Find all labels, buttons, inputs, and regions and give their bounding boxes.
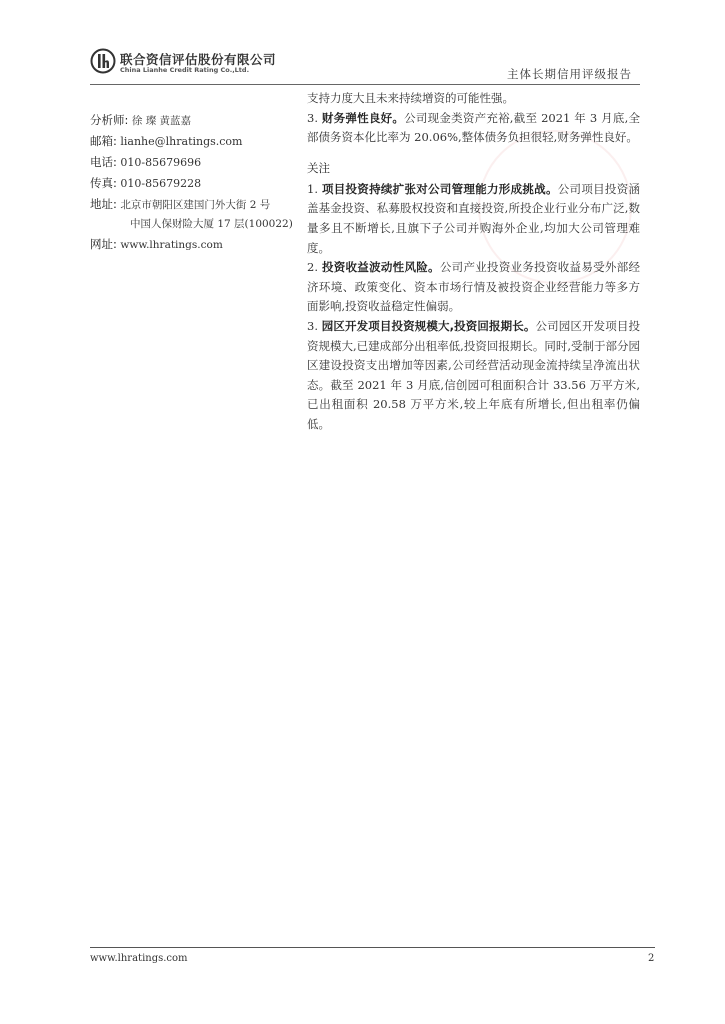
- website-label: 网址:: [90, 237, 117, 251]
- email-row: [90, 133, 243, 149]
- website-value[interactable]: www.lhratings.com: [120, 239, 223, 251]
- footer-divider: [90, 947, 655, 948]
- concern-1-body: 公司项目投资涵盖基金投资、私募股权投资和直接投资,所投企业行业分布广泛,数量多且不断增长,且旗下子公司并购海外企业,均加大公司管理难度。: [307, 181, 641, 255]
- concern-2-title: 投资收益波动性风险。: [321, 260, 440, 275]
- fax-label: 传真:: [90, 176, 117, 190]
- concern-2-prefix: 2.: [307, 260, 318, 275]
- email-value[interactable]: lianhe@lhratings.com: [120, 135, 243, 148]
- page-header: [90, 48, 640, 82]
- phone-label: 电话:: [90, 155, 117, 169]
- company-name-cn: 联合资信评估股份有限公司: [120, 52, 277, 67]
- phone-row: [90, 154, 201, 170]
- fax-value: 010-85679228: [120, 177, 202, 190]
- email-label: 邮箱:: [90, 134, 117, 148]
- address-label: 地址:: [90, 197, 117, 211]
- concern-item-2: [307, 258, 640, 317]
- page-number: 2: [648, 953, 655, 964]
- concern-3-prefix: 3.: [307, 318, 318, 333]
- concern-item-1: [307, 180, 640, 258]
- main-content: [307, 89, 640, 435]
- strength-3-body: 公司现金类资产充裕,截至 2021 年 3 月底,全部债务资本化比率为 20.06%,整体债务负担很轻,财务弹性良好。: [307, 110, 641, 145]
- concern-3-title: 园区开发项目投资规模大,投资回报期长。: [321, 318, 536, 333]
- address-line1: 北京市朝阳区建国门外大街 2 号: [120, 199, 271, 211]
- concern-2-body: 公司产业投资业务投资收益易受外部经济环境、政策变化、资本市场行情及被投资企业经营能力等多方面影响,投资收益稳定性偏弱。: [307, 260, 641, 314]
- analyst-label: 分析师:: [90, 113, 129, 127]
- strength-3-title: 财务弹性良好。: [321, 110, 405, 125]
- intro-continuation: 支持力度大且未来持续增资的可能性强。: [307, 91, 514, 105]
- footer-website[interactable]: www.lhratings.com: [90, 953, 188, 964]
- analyst-row: [90, 112, 191, 128]
- concern-1-title: 项目投资持续扩张对公司管理能力形成挑战。: [321, 181, 558, 196]
- fax-row: [90, 175, 201, 191]
- concerns-heading: 关注: [307, 160, 330, 175]
- company-logo-icon: [90, 48, 116, 74]
- phone-value: 010-85679696: [120, 156, 202, 169]
- strength-item-3: [307, 109, 640, 148]
- report-type-title: 主体长期信用评级报告: [507, 67, 632, 81]
- address-line2: 中国人保财险大厦 17 层(100022): [130, 218, 293, 230]
- concern-1-prefix: 1.: [307, 181, 318, 196]
- concern-3-body: 公司园区开发项目投资规模大,已建成部分出租率低,投资回报期长。同时,受制于部分园区建设投资支出增加等因素,公司经营活动现金流持续呈净流出状态。截至 2021 年 3 月底,信创园可租面积合计 33.56 万平方米,已出租面积 20.58 万平方米,较上年底有所增长,但出租率仍偏低。: [307, 318, 640, 431]
- header-divider: [90, 84, 640, 85]
- strength-3-prefix: 3.: [307, 110, 318, 125]
- company-name-en: China Lianhe Credit Rating Co.,Ltd.: [120, 66, 250, 74]
- address-row: [90, 196, 270, 212]
- website-row: [90, 236, 223, 252]
- concern-item-3: [307, 317, 640, 435]
- analyst-value: 徐 璨 黄蓝嘉: [131, 115, 192, 127]
